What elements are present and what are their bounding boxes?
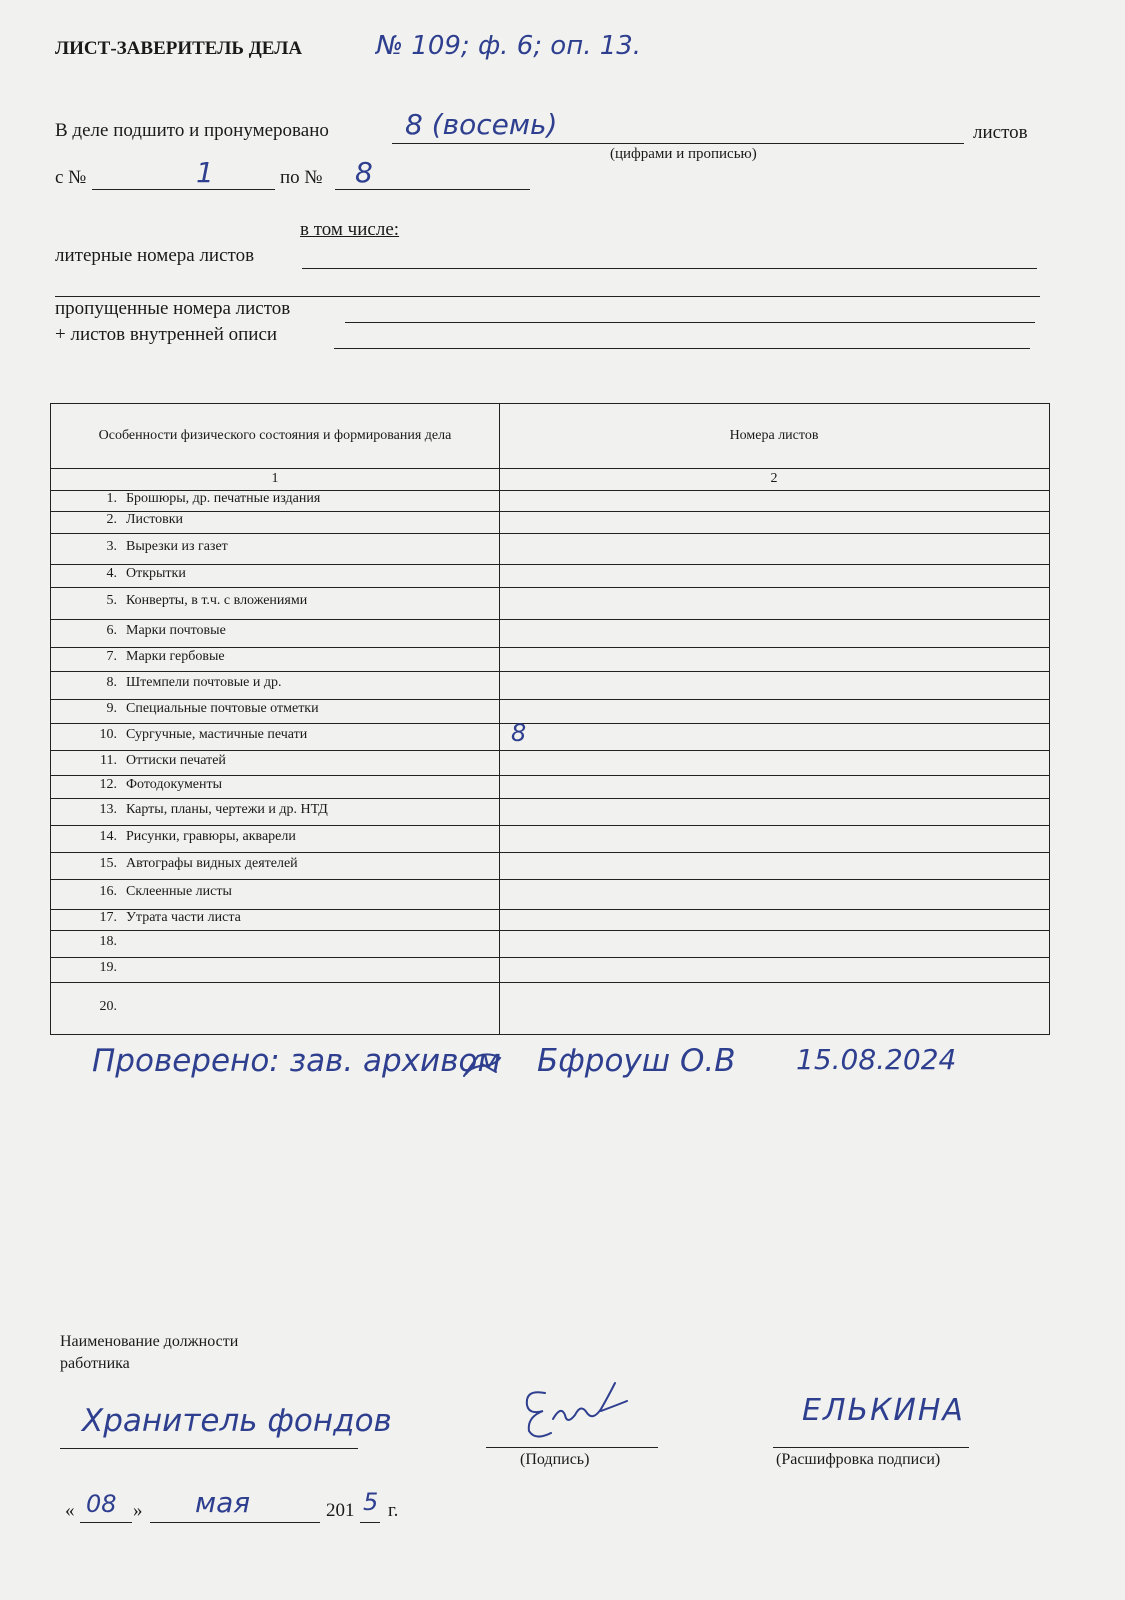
position-value-handwritten: Хранитель фондов bbox=[82, 1403, 392, 1439]
table-row-label: Листовки bbox=[126, 512, 184, 527]
table-row-number: 18. bbox=[99, 934, 117, 949]
year-prefix: 201 bbox=[326, 1500, 355, 1521]
table-row-label: Рисунки, гравюры, акварели bbox=[126, 829, 296, 844]
table-row-divider bbox=[51, 587, 1049, 588]
digits-and-words-hint: (цифрами и прописью) bbox=[610, 146, 757, 162]
table-row-divider bbox=[51, 879, 1049, 880]
table-row-label: Оттиски печатей bbox=[126, 753, 226, 768]
year-word: г. bbox=[388, 1500, 399, 1521]
table-row-number: 4. bbox=[106, 566, 117, 581]
signature-icon bbox=[505, 1375, 645, 1445]
year-suffix-underline bbox=[360, 1522, 380, 1523]
table-row-divider bbox=[51, 564, 1049, 565]
table-header-features: Особенности физического состояния и формирования дела bbox=[98, 428, 452, 444]
physical-state-table bbox=[50, 403, 1050, 1035]
table-row-divider bbox=[51, 982, 1049, 983]
handwritten-case-reference: № 109; ф. 6; оп. 13. bbox=[376, 31, 642, 61]
table-row-number: 5. bbox=[106, 593, 117, 608]
table-row-label: Фотодокументы bbox=[126, 777, 223, 792]
date-day-underline bbox=[80, 1522, 132, 1523]
table-row-divider bbox=[51, 798, 1049, 799]
table-row-label: Карты, планы, чертежи и др. НТД bbox=[126, 802, 328, 817]
from-underline bbox=[92, 189, 275, 190]
table-row-label: Склеенные листы bbox=[126, 884, 232, 899]
table-row-label: Штемпели почтовые и др. bbox=[126, 675, 282, 690]
inner-inventory-label: + листов внутренней описи bbox=[55, 324, 278, 345]
table-row-divider bbox=[51, 533, 1049, 534]
column-number-1: 1 bbox=[271, 471, 279, 486]
sewn-underline bbox=[392, 143, 964, 144]
table-row-number: 20. bbox=[99, 999, 117, 1014]
letter-numbers-label: литерные номера листов bbox=[55, 245, 255, 266]
table-column-divider bbox=[499, 404, 500, 1034]
position-label-line-1: Наименование должности bbox=[60, 1333, 239, 1350]
table-row-number: 3. bbox=[106, 539, 117, 554]
table-row-label: Автографы видных деятелей bbox=[126, 856, 298, 871]
letter-numbers-underline bbox=[302, 268, 1037, 269]
table-row-label: Брошюры, др. печатные издания bbox=[126, 491, 321, 506]
date-month-handwritten: мая bbox=[195, 1486, 251, 1519]
table-row-label: Конверты, в т.ч. с вложениями bbox=[126, 593, 308, 608]
table-row-number: 7. bbox=[106, 649, 117, 664]
checked-note-text: Проверено: зав. архивом bbox=[92, 1043, 501, 1079]
from-number-value: 1 bbox=[196, 156, 214, 189]
table-header-sheet-numbers: Номера листов bbox=[729, 428, 819, 443]
date-month-underline bbox=[150, 1522, 320, 1523]
table-row-number: 10. bbox=[99, 727, 117, 742]
table-row-label: Утрата части листа bbox=[126, 910, 241, 925]
table-row-label: Специальные почтовые отметки bbox=[126, 701, 319, 716]
table-row-number: 17. bbox=[99, 910, 117, 925]
table-row-number: 1. bbox=[106, 491, 117, 506]
checked-note-date: 15.08.2024 bbox=[796, 1043, 957, 1076]
decoding-caption: (Расшифровка подписи) bbox=[776, 1451, 941, 1468]
position-label-line-2: работника bbox=[60, 1354, 130, 1372]
table-row-label: Марки почтовые bbox=[126, 623, 226, 638]
date-day-handwritten: 08 bbox=[86, 1490, 117, 1518]
position-label bbox=[60, 1331, 238, 1374]
sheets-word: листов bbox=[973, 122, 1028, 143]
table-row-label: Вырезки из газет bbox=[126, 539, 228, 554]
column-number-2: 2 bbox=[770, 471, 778, 486]
table-row-label: Открытки bbox=[126, 566, 186, 581]
table-row-divider bbox=[51, 511, 1049, 512]
table-row-divider bbox=[51, 930, 1049, 931]
table-row-divider bbox=[51, 699, 1049, 700]
sewn-label: В деле подшито и пронумеровано bbox=[55, 120, 329, 141]
decoding-value-handwritten: ЕЛЬКИНА bbox=[802, 1393, 965, 1428]
table-row-divider bbox=[51, 723, 1049, 724]
inner-inventory-underline bbox=[334, 348, 1030, 349]
table-row-number: 13. bbox=[99, 802, 117, 817]
table-row-number: 2. bbox=[106, 512, 117, 527]
to-number-label: по № bbox=[280, 167, 323, 188]
table-row-number: 19. bbox=[99, 960, 117, 975]
table-row-number: 14. bbox=[99, 829, 117, 844]
year-suffix-handwritten: 5 bbox=[363, 1488, 379, 1516]
table-row-number: 15. bbox=[99, 856, 117, 871]
date-open-quote: « bbox=[65, 1500, 75, 1521]
table-row-divider bbox=[51, 825, 1049, 826]
decoding-underline bbox=[773, 1447, 969, 1448]
table-row-label: Сургучные, мастичные печати bbox=[126, 727, 308, 742]
table-row-divider bbox=[51, 671, 1049, 672]
table-row-sheet-numbers: 8 bbox=[511, 719, 527, 747]
skipped-numbers-label: пропущенные номера листов bbox=[55, 298, 291, 319]
including-heading: в том числе: bbox=[300, 219, 400, 240]
document-title: ЛИСТ-ЗАВЕРИТЕЛЬ ДЕЛА bbox=[55, 38, 303, 59]
position-underline bbox=[60, 1448, 358, 1449]
table-row-number: 9. bbox=[106, 701, 117, 716]
to-underline bbox=[335, 189, 530, 190]
table-row-number: 11. bbox=[100, 753, 117, 768]
table-row-number: 6. bbox=[106, 623, 117, 638]
signature-underline bbox=[486, 1447, 658, 1448]
table-row-number: 16. bbox=[99, 884, 117, 899]
sewn-value-handwritten: 8 (восемь) bbox=[405, 108, 558, 141]
table-row-divider bbox=[51, 647, 1049, 648]
from-number-label: с № bbox=[55, 167, 87, 188]
to-number-value: 8 bbox=[355, 156, 373, 189]
table-row-number: 12. bbox=[99, 777, 117, 792]
signature-caption: (Подпись) bbox=[520, 1451, 590, 1468]
skipped-numbers-underline bbox=[345, 322, 1035, 323]
table-row-divider bbox=[51, 957, 1049, 958]
table-row-number: 8. bbox=[106, 675, 117, 690]
date-close-quote: » bbox=[133, 1500, 143, 1521]
table-row-divider bbox=[51, 750, 1049, 751]
table-row-divider bbox=[51, 775, 1049, 776]
checked-note-name: Бфроуш О.В bbox=[537, 1043, 736, 1079]
initials-signature-icon bbox=[460, 1050, 506, 1080]
table-row-label: Марки гербовые bbox=[126, 649, 225, 664]
letter-numbers-underline-2 bbox=[55, 296, 1040, 297]
table-row-divider bbox=[51, 852, 1049, 853]
table-row-divider bbox=[51, 619, 1049, 620]
